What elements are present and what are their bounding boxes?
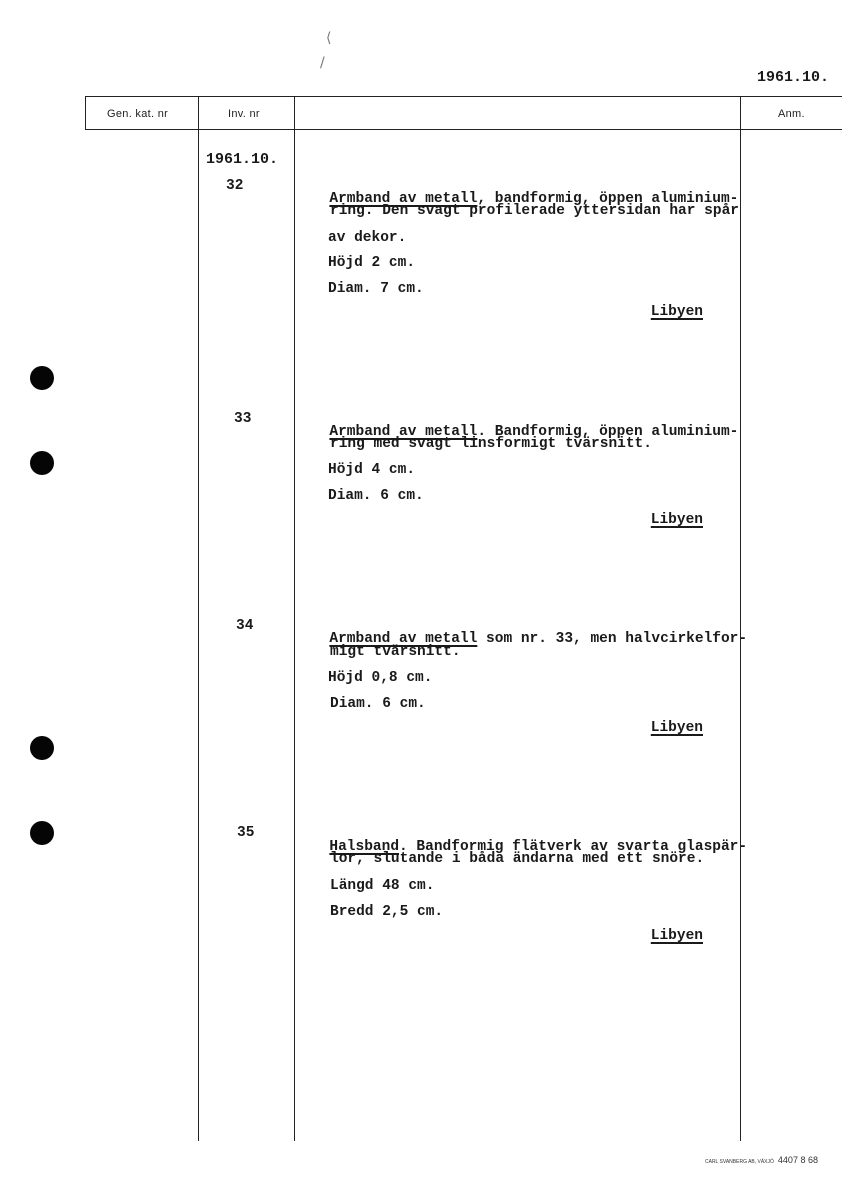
entry-text: Bredd 2,5 cm. [330, 904, 444, 920]
entry-text: Diam. 6 cm. [330, 696, 426, 712]
entry-text: lor, slutande i båda ändarna med ett snöre. [330, 851, 705, 867]
column-divider [198, 96, 199, 1141]
entry-text: Höjd 0,8 cm. [328, 670, 433, 686]
entry-text: migt tvärsnitt. [330, 644, 461, 660]
stray-mark: / [320, 55, 325, 71]
inv-number: 34 [236, 618, 254, 634]
entry-text: ring. Den svagt profilerade yttersidan har spår [330, 203, 739, 219]
column-divider [85, 96, 86, 130]
entry-title: Armband av metall [329, 630, 478, 647]
inv-number: 35 [237, 825, 255, 841]
punch-hole [30, 821, 54, 845]
entry-first-line [312, 410, 738, 439]
form-code: 4407 8 68 [777, 1155, 818, 1165]
entry-text: Höjd 4 cm. [328, 462, 416, 478]
punch-hole [30, 736, 54, 760]
entry-text: av dekor. [328, 230, 407, 246]
entry-first-line [312, 825, 747, 854]
entry-text: . Bandformig, öppen aluminium- [477, 423, 739, 440]
inv-date: 1961.10. [206, 151, 279, 168]
punch-hole [30, 451, 54, 475]
entry-text: Höjd 2 cm. [328, 255, 416, 271]
inv-number: 33 [234, 411, 252, 427]
place-label: Libyen [650, 512, 703, 528]
column-header-inv: Inv. nr [228, 108, 260, 120]
stray-mark: ⟨ [326, 30, 332, 46]
place-label: Libyen [650, 304, 703, 320]
entry-first-line [312, 617, 747, 646]
entry-text: , bandformig, öppen aluminium- [477, 190, 739, 207]
entry-text: Diam. 7 cm. [328, 281, 424, 297]
inv-number: 32 [226, 178, 244, 194]
printer-imprint [705, 1155, 818, 1165]
entry-text: Diam. 6 cm. [328, 488, 424, 504]
entry-title: Halsband [329, 838, 400, 855]
entry-text: ring med svagt linsformigt tvärsnitt. [330, 436, 652, 452]
column-header-gen-kat: Gen. kat. nr [107, 108, 169, 120]
entry-title: Armband av metall [329, 190, 478, 207]
column-divider [294, 96, 295, 1141]
header-date: 1961.10. [757, 69, 830, 86]
column-header-anm: Anm. [778, 108, 805, 120]
entry-text: som nr. 33, men halvcirkelfor- [477, 630, 748, 647]
punch-hole [30, 366, 54, 390]
entry-title: Armband av metall [329, 423, 478, 440]
entry-first-line [312, 177, 738, 206]
entry-text: Längd 48 cm. [330, 878, 435, 894]
printer-name: CARL SVANBERG AB, VÄXJÖ [705, 1159, 774, 1165]
place-label: Libyen [650, 928, 703, 944]
place-label: Libyen [650, 720, 703, 736]
entry-text: . Bandformig flätverk av svarta glaspär- [399, 838, 748, 855]
